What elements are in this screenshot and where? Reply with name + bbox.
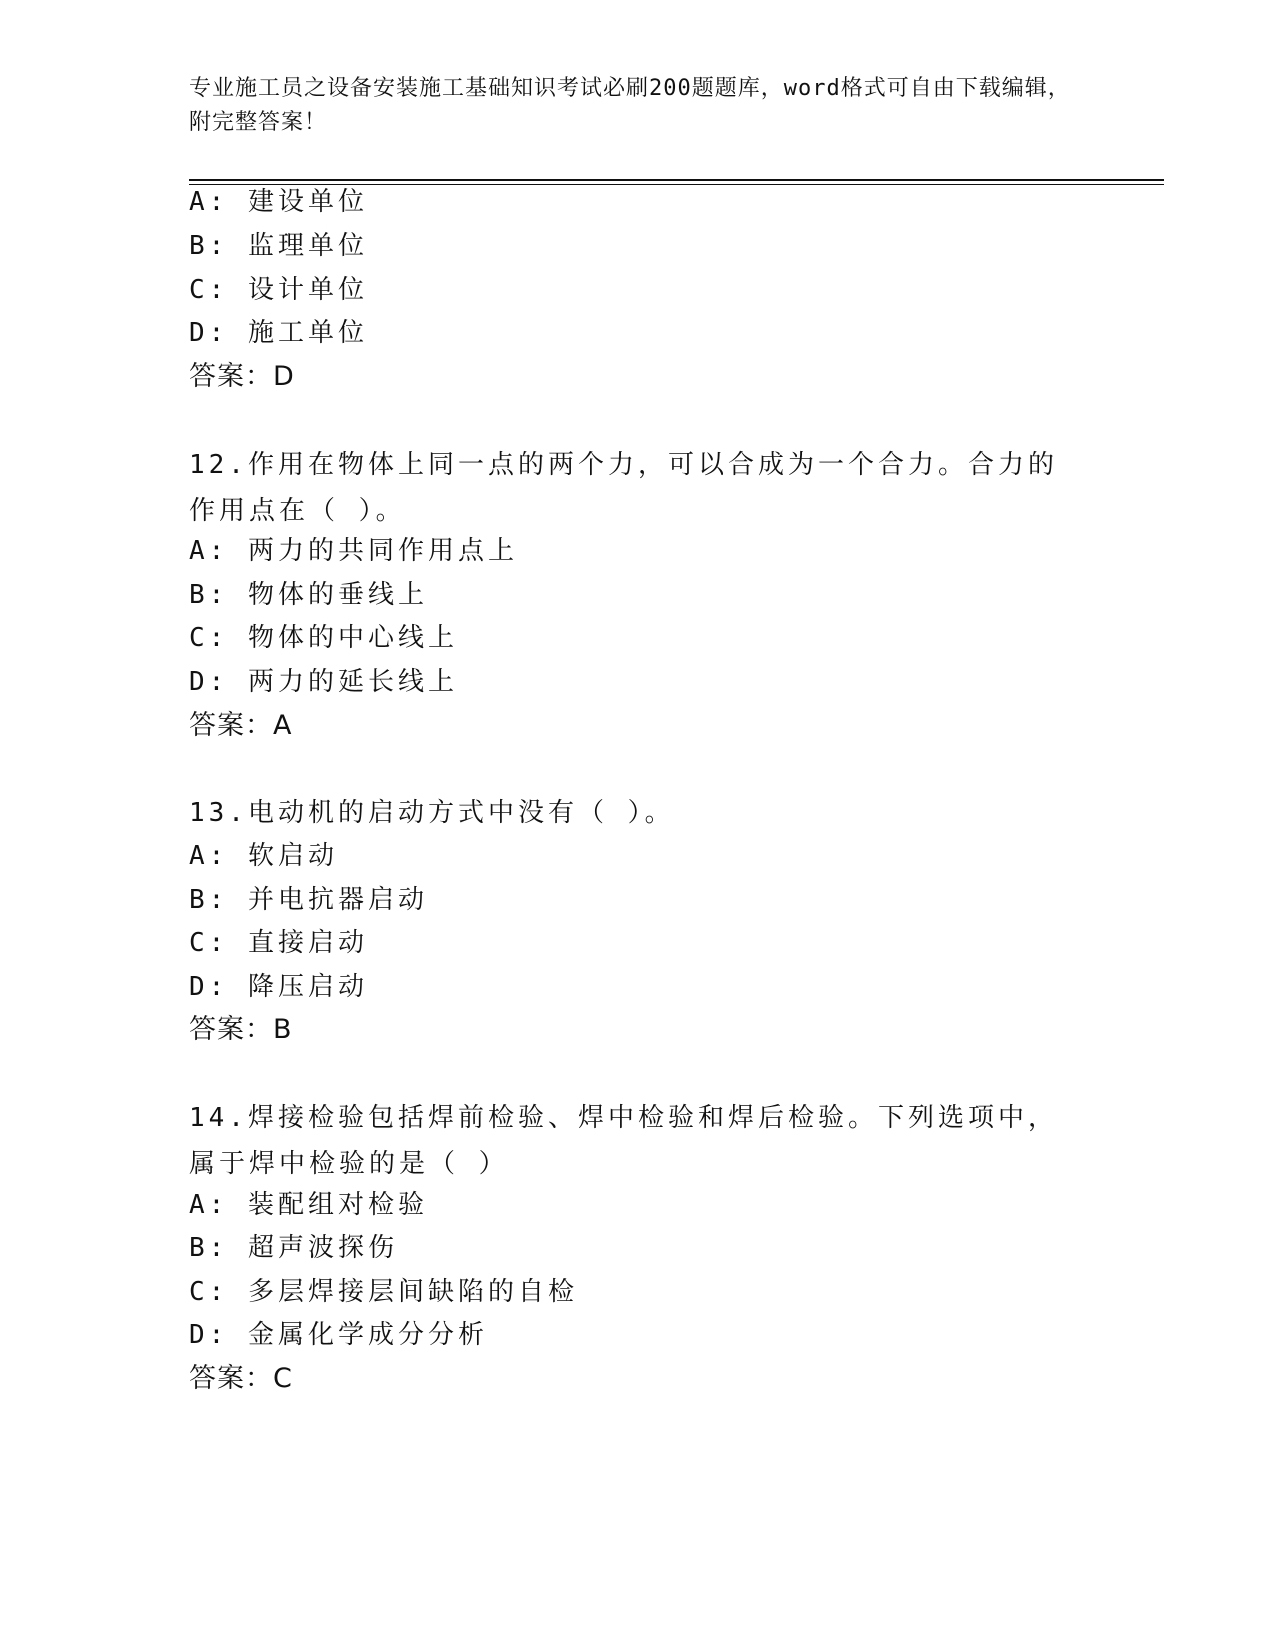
q14-option-d: D: 金属化学成分分析 (189, 1320, 488, 1350)
q11-option-c: C: 设计单位 (189, 275, 368, 305)
q14-stem: 14.焊接检验包括焊前检验、焊中检验和焊后检验。下列选项中，属于焊中检验的是（ ） (189, 1103, 1058, 1179)
q12-stem: 12.作用在物体上同一点的两个力，可以合成为一个合力。合力的作用点在（ ）。 (189, 450, 1058, 526)
header-divider-thick (189, 179, 1164, 181)
q14-answer: 答案：C (189, 1363, 293, 1394)
q13-answer: 答案：B (189, 1014, 293, 1045)
q11-answer: 答案：D (189, 361, 295, 392)
q13-option-b: B: 并电抗器启动 (189, 885, 428, 915)
q14-option-c: C: 多层焊接层间缺陷的自检 (189, 1277, 578, 1307)
q12-option-b: B: 物体的垂线上 (189, 580, 428, 610)
q12-answer: 答案：A (189, 710, 293, 741)
q12-option-a: A: 两力的共同作用点上 (189, 536, 518, 566)
q14-option-a: A: 装配组对检验 (189, 1190, 428, 1220)
q12-option-d: D: 两力的延长线上 (189, 667, 458, 697)
q13-option-d: D: 降压启动 (189, 972, 368, 1002)
q14-option-b: B: 超声波探伤 (189, 1233, 398, 1263)
q11-option-b: B: 监理单位 (189, 231, 368, 261)
q13-stem: 13.电动机的启动方式中没有（ ）。 (189, 798, 675, 828)
q11-option-d: D: 施工单位 (189, 318, 368, 348)
q12-option-c: C: 物体的中心线上 (189, 623, 458, 653)
q11-option-a: A: 建设单位 (189, 187, 368, 217)
document-header: 专业施工员之设备安装施工基础知识考试必刷200题题库，word格式可自由下载编辑，附完整答案！ (189, 76, 1071, 135)
q13-option-a: A: 软启动 (189, 841, 338, 871)
q13-option-c: C: 直接启动 (189, 928, 368, 958)
